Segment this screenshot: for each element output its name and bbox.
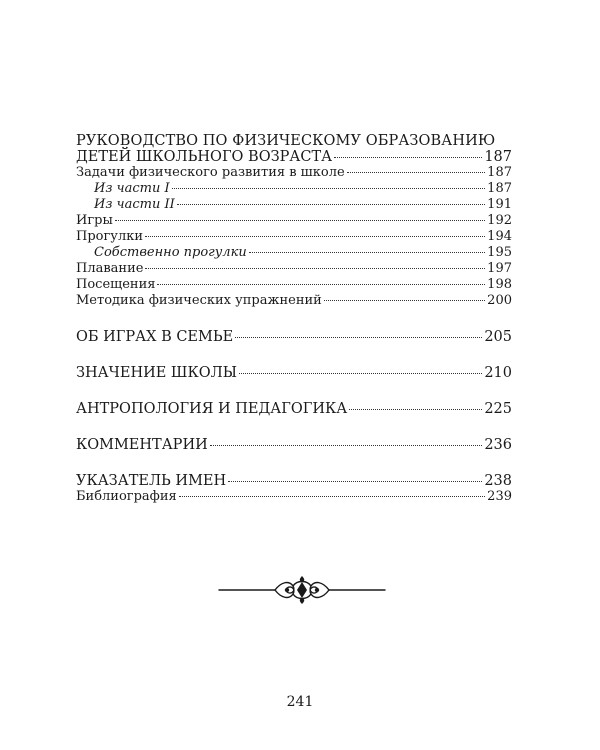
- toc-entry-page: 205: [484, 329, 512, 345]
- toc-entry-label: АНТРОПОЛОГИЯ И ПЕДАГОГИКА: [76, 401, 348, 417]
- dot-leader: [349, 409, 482, 410]
- toc-entry-label: Из части II: [94, 197, 175, 212]
- toc-entry-page: 187: [484, 149, 512, 165]
- toc-entry[interactable]: [76, 277, 512, 293]
- toc-entry[interactable]: [76, 489, 512, 505]
- toc-section-heading: РУКОВОДСТВО ПО ФИЗИЧЕСКОМУ ОБРАЗОВАНИЮ: [76, 133, 496, 149]
- dot-leader: [334, 157, 482, 158]
- toc-entry-label: Библиография: [76, 489, 177, 504]
- spacer: [76, 417, 512, 437]
- toc-entry-label: КОММЕНТАРИИ: [76, 437, 208, 453]
- toc-entry[interactable]: [76, 365, 512, 381]
- toc-entry[interactable]: [76, 245, 512, 261]
- toc-entry[interactable]: [76, 165, 512, 181]
- dot-leader: [157, 284, 485, 285]
- dot-leader: [347, 172, 486, 173]
- toc-entry[interactable]: [76, 149, 512, 165]
- toc-entry-label: ЗНАЧЕНИЕ ШКОЛЫ: [76, 365, 237, 381]
- toc-entry-page: 238: [484, 473, 512, 489]
- toc-entry[interactable]: [76, 401, 512, 417]
- toc-entry-label: Посещения: [76, 277, 156, 292]
- toc-entry[interactable]: [76, 229, 512, 245]
- dot-leader: [145, 236, 485, 237]
- dot-leader: [145, 268, 485, 269]
- toc-entry-page: 200: [487, 293, 512, 308]
- toc-entry[interactable]: [76, 197, 512, 213]
- dot-leader: [115, 220, 485, 221]
- toc-entry-label: Игры: [76, 213, 113, 228]
- dot-leader: [172, 188, 486, 189]
- toc-entry-label: УКАЗАТЕЛЬ ИМЕН: [76, 473, 227, 489]
- toc-entry[interactable]: [76, 293, 512, 309]
- table-of-contents: [76, 133, 512, 505]
- toc-entry-page: 191: [487, 197, 512, 212]
- dot-leader: [249, 252, 485, 253]
- dot-leader: [177, 204, 485, 205]
- toc-entry-page: 195: [487, 245, 512, 260]
- spacer: [76, 345, 512, 365]
- toc-entry-label: Прогулки: [76, 229, 143, 244]
- spacer: [76, 309, 512, 329]
- toc-entry-label: Задачи физического развития в школе: [76, 165, 345, 180]
- dot-leader: [239, 373, 482, 374]
- toc-entry-label: Из части I: [94, 181, 170, 196]
- toc-entry-page: 236: [484, 437, 512, 453]
- toc-entry-page: 225: [484, 401, 512, 417]
- dot-leader: [179, 496, 485, 497]
- toc-entry-label: ДЕТЕЙ ШКОЛЬНОГО ВОЗРАСТА: [76, 149, 333, 165]
- spacer: [76, 381, 512, 401]
- toc-entry[interactable]: [76, 329, 512, 345]
- toc-entry[interactable]: [76, 437, 512, 453]
- dot-leader: [210, 445, 483, 446]
- toc-entry[interactable]: [76, 181, 512, 197]
- dot-leader: [228, 481, 482, 482]
- spacer: [76, 453, 512, 473]
- toc-entry-label: Методика физических упражнений: [76, 293, 322, 308]
- page-number: 241: [286, 694, 314, 710]
- toc-entry-label: ОБ ИГРАХ В СЕМЬЕ: [76, 329, 234, 345]
- dot-leader: [235, 337, 482, 338]
- toc-entry-page: 210: [484, 365, 512, 381]
- toc-entry-page: 194: [487, 229, 512, 244]
- toc-entry-page: 239: [487, 489, 512, 504]
- toc-entry[interactable]: [76, 213, 512, 229]
- toc-entry[interactable]: [76, 473, 512, 489]
- toc-entry-label: Собственно прогулки: [94, 245, 247, 260]
- dot-leader: [324, 300, 485, 301]
- toc-entry-page: 197: [487, 261, 512, 276]
- toc-entry-page: 187: [487, 181, 512, 196]
- toc-entry-page: 198: [487, 277, 512, 292]
- scroll-ornament-icon: [217, 572, 387, 608]
- toc-entry-label: Плавание: [76, 261, 144, 276]
- toc-entry[interactable]: [76, 261, 512, 277]
- toc-entry-page: 192: [487, 213, 512, 228]
- toc-entry-page: 187: [487, 165, 512, 180]
